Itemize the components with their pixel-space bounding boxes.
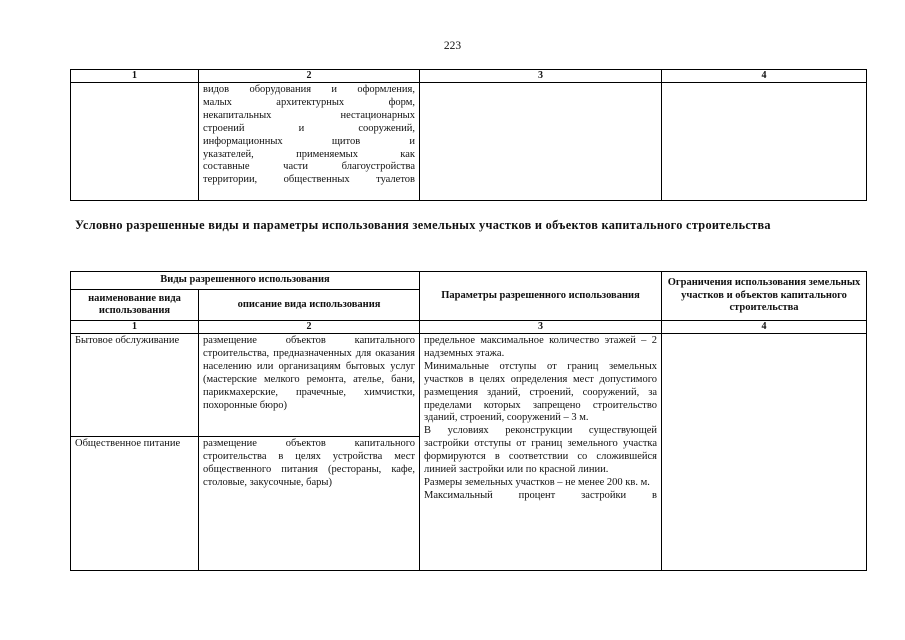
header-use-description: описание вида использования: [199, 290, 420, 321]
header-use-name: наименование вида использования: [71, 290, 199, 321]
parameter-text: Максимальный процент застройки в: [424, 489, 658, 501]
column-number: 4: [662, 70, 867, 83]
column-number: 3: [420, 70, 662, 83]
continuation-description-cell: [199, 83, 420, 201]
parameter-text: предельное максимальное количество этажей – 2 надземных этажа.: [424, 335, 658, 359]
section-heading: Условно разрешенные виды и параметры использования земельных участков и объектов капитального строительства: [75, 218, 771, 232]
permitted-use-table: [70, 271, 867, 571]
column-number: 3: [420, 321, 662, 334]
empty-cell: [662, 83, 867, 201]
text-line: указателей, применяемых как: [203, 148, 415, 160]
use-name-cell: Общественное питание: [71, 437, 199, 571]
parameter-text: Размеры земельных участков – не менее 200 кв. м.: [424, 476, 650, 488]
page-number: 223: [443, 40, 462, 52]
continuation-table: [70, 69, 867, 201]
use-description-cell: размещение объектов капитального строительства в целях устройства мест общественного питания (рестораны, кафе, столовые, закусочные, бары): [199, 437, 420, 571]
use-description-cell: размещение объектов капитального строительства, предназначенных для оказания населению или организациям бытовых услуг (мастерские мелкого ремонта, ателье, бани, парикмахерские, прачечные, химчистки, похоронные бюро): [199, 334, 420, 437]
limitations-cell: [662, 334, 867, 571]
text-line: составные части благоустройства: [203, 161, 415, 173]
parameters-cell: [420, 334, 662, 571]
use-name-cell: Бытовое обслуживание: [71, 334, 199, 437]
parameter-text: В условиях реконструкции существующей застройки отступы от границ земельного участка формируются в соответствии со сложившейся линией застройки или по красной линии.: [424, 425, 658, 476]
column-number: 4: [662, 321, 867, 334]
parameter-text: Минимальные отступы от границ земельных участков в целях определения мест допустимого размещения зданий, строений, сооружений, за пределами которых запрещено строительство зданий, строений, сооружений – 3 м.: [424, 360, 658, 424]
column-number: 2: [199, 70, 420, 83]
text-line: информационных щитов и: [203, 135, 415, 147]
header-use-types: Виды разрешенного использования: [71, 272, 420, 290]
text-line: территории, общественных туалетов: [203, 174, 415, 186]
empty-cell: [71, 83, 199, 201]
text-line: некапитальных нестационарных: [203, 109, 415, 121]
column-number: 1: [71, 70, 199, 83]
text-line: строений и сооружений,: [203, 122, 415, 134]
column-number: 2: [199, 321, 420, 334]
header-limitations: Ограничения использования земельных участков и объектов капитального строительства: [662, 272, 867, 321]
header-parameters: Параметры разрешенного использования: [420, 272, 662, 321]
column-number: 1: [71, 321, 199, 334]
text-line: видов оборудования и оформления,: [203, 84, 415, 95]
empty-cell: [420, 83, 662, 201]
text-line: малых архитектурных форм,: [203, 96, 415, 108]
